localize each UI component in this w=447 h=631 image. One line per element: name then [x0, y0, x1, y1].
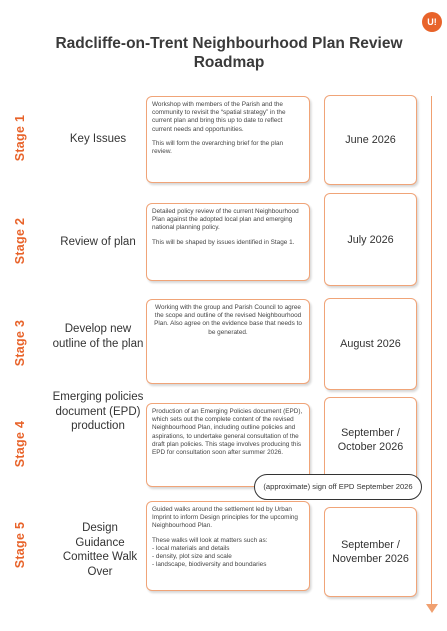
stage-2-label: Stage 2 — [13, 217, 27, 265]
stage-2-date: July 2026 — [324, 193, 417, 286]
stage-2-description-para-1: Detailed policy review of the current Neighbourhood Plan against the adopted local plan and emerging national planning policy. — [152, 208, 299, 232]
stage-5-date: September / November 2026 — [324, 507, 417, 597]
stage-5-label: Stage 5 — [13, 521, 27, 569]
page-title-line-1: Radcliffe-on-Trent Neighbourhood Plan Review — [55, 35, 403, 52]
stage-1-label: Stage 1 — [13, 114, 27, 162]
stage-5-description-para-1: Guided walks around the settlement led by Urban Imprint to inform Design principles for the upcoming Neighbourhood Plan. — [152, 506, 298, 530]
stage-2-name: Review of plan — [60, 236, 136, 248]
stage-3-name: Develop new outline of the plan — [52, 323, 144, 350]
stage-5-description — [146, 501, 310, 591]
stage-1-description — [146, 96, 310, 183]
stage-1-description-para-1: Workshop with members of the Parish and the community to revisit the “spatial strategy” in the current plan and bring this up to date to reflect current needs and opportunities. — [152, 101, 286, 133]
stage-3-label: Stage 3 — [13, 319, 27, 367]
stage-5-description-para-2: These walks will look at matters such as: - local materials and details - density, plot size and scale - landscape, biodiversity and boundaries — [152, 536, 268, 569]
page-title-line-2: Roadmap — [193, 54, 265, 71]
stage-1-description-para-2: This will form the overarching brief for the plan review. — [152, 139, 284, 156]
stage-1-name: Key Issues — [69, 133, 127, 145]
timeline-line — [431, 96, 432, 608]
stage-3-description — [146, 299, 310, 384]
stage-4-name: Emerging policies document (EPD) production — [52, 391, 144, 432]
page-title — [40, 34, 418, 72]
stage-4-sign-off-note: (approximate) sign off EPD September 2026 — [254, 474, 422, 500]
stage-2-description — [146, 203, 310, 281]
stage-4-description-para-1: Production of an Emerging Policies document (EPD), which sets out the complete content of the revised Neighbourhood Plan, including outline policies and aspirations, to undertake general consultation of the draft plan policies. This stage involves producing this EPD for consultation soon after summer 2026. — [152, 408, 303, 457]
stage-3-description-para-1: Working with the group and Parish Council to agree the scope and outline of the revised Neighbourhood Plan. Also agree on the evidence base that needs to be generated. — [154, 304, 302, 336]
stage-5-name: Design Guidance Comittee Walk Over — [62, 522, 138, 578]
stage-2-description-para-2: This will be shaped by issues identified in Stage 1. — [152, 238, 295, 246]
urban-imprint-logo: U! — [422, 12, 442, 32]
stage-4-label: Stage 4 — [13, 420, 27, 468]
stage-3-date: August 2026 — [324, 298, 417, 390]
timeline-arrow-down-icon — [426, 604, 438, 613]
stage-1-date: June 2026 — [324, 95, 417, 185]
stage-4-date: September / October 2026 — [324, 397, 417, 492]
